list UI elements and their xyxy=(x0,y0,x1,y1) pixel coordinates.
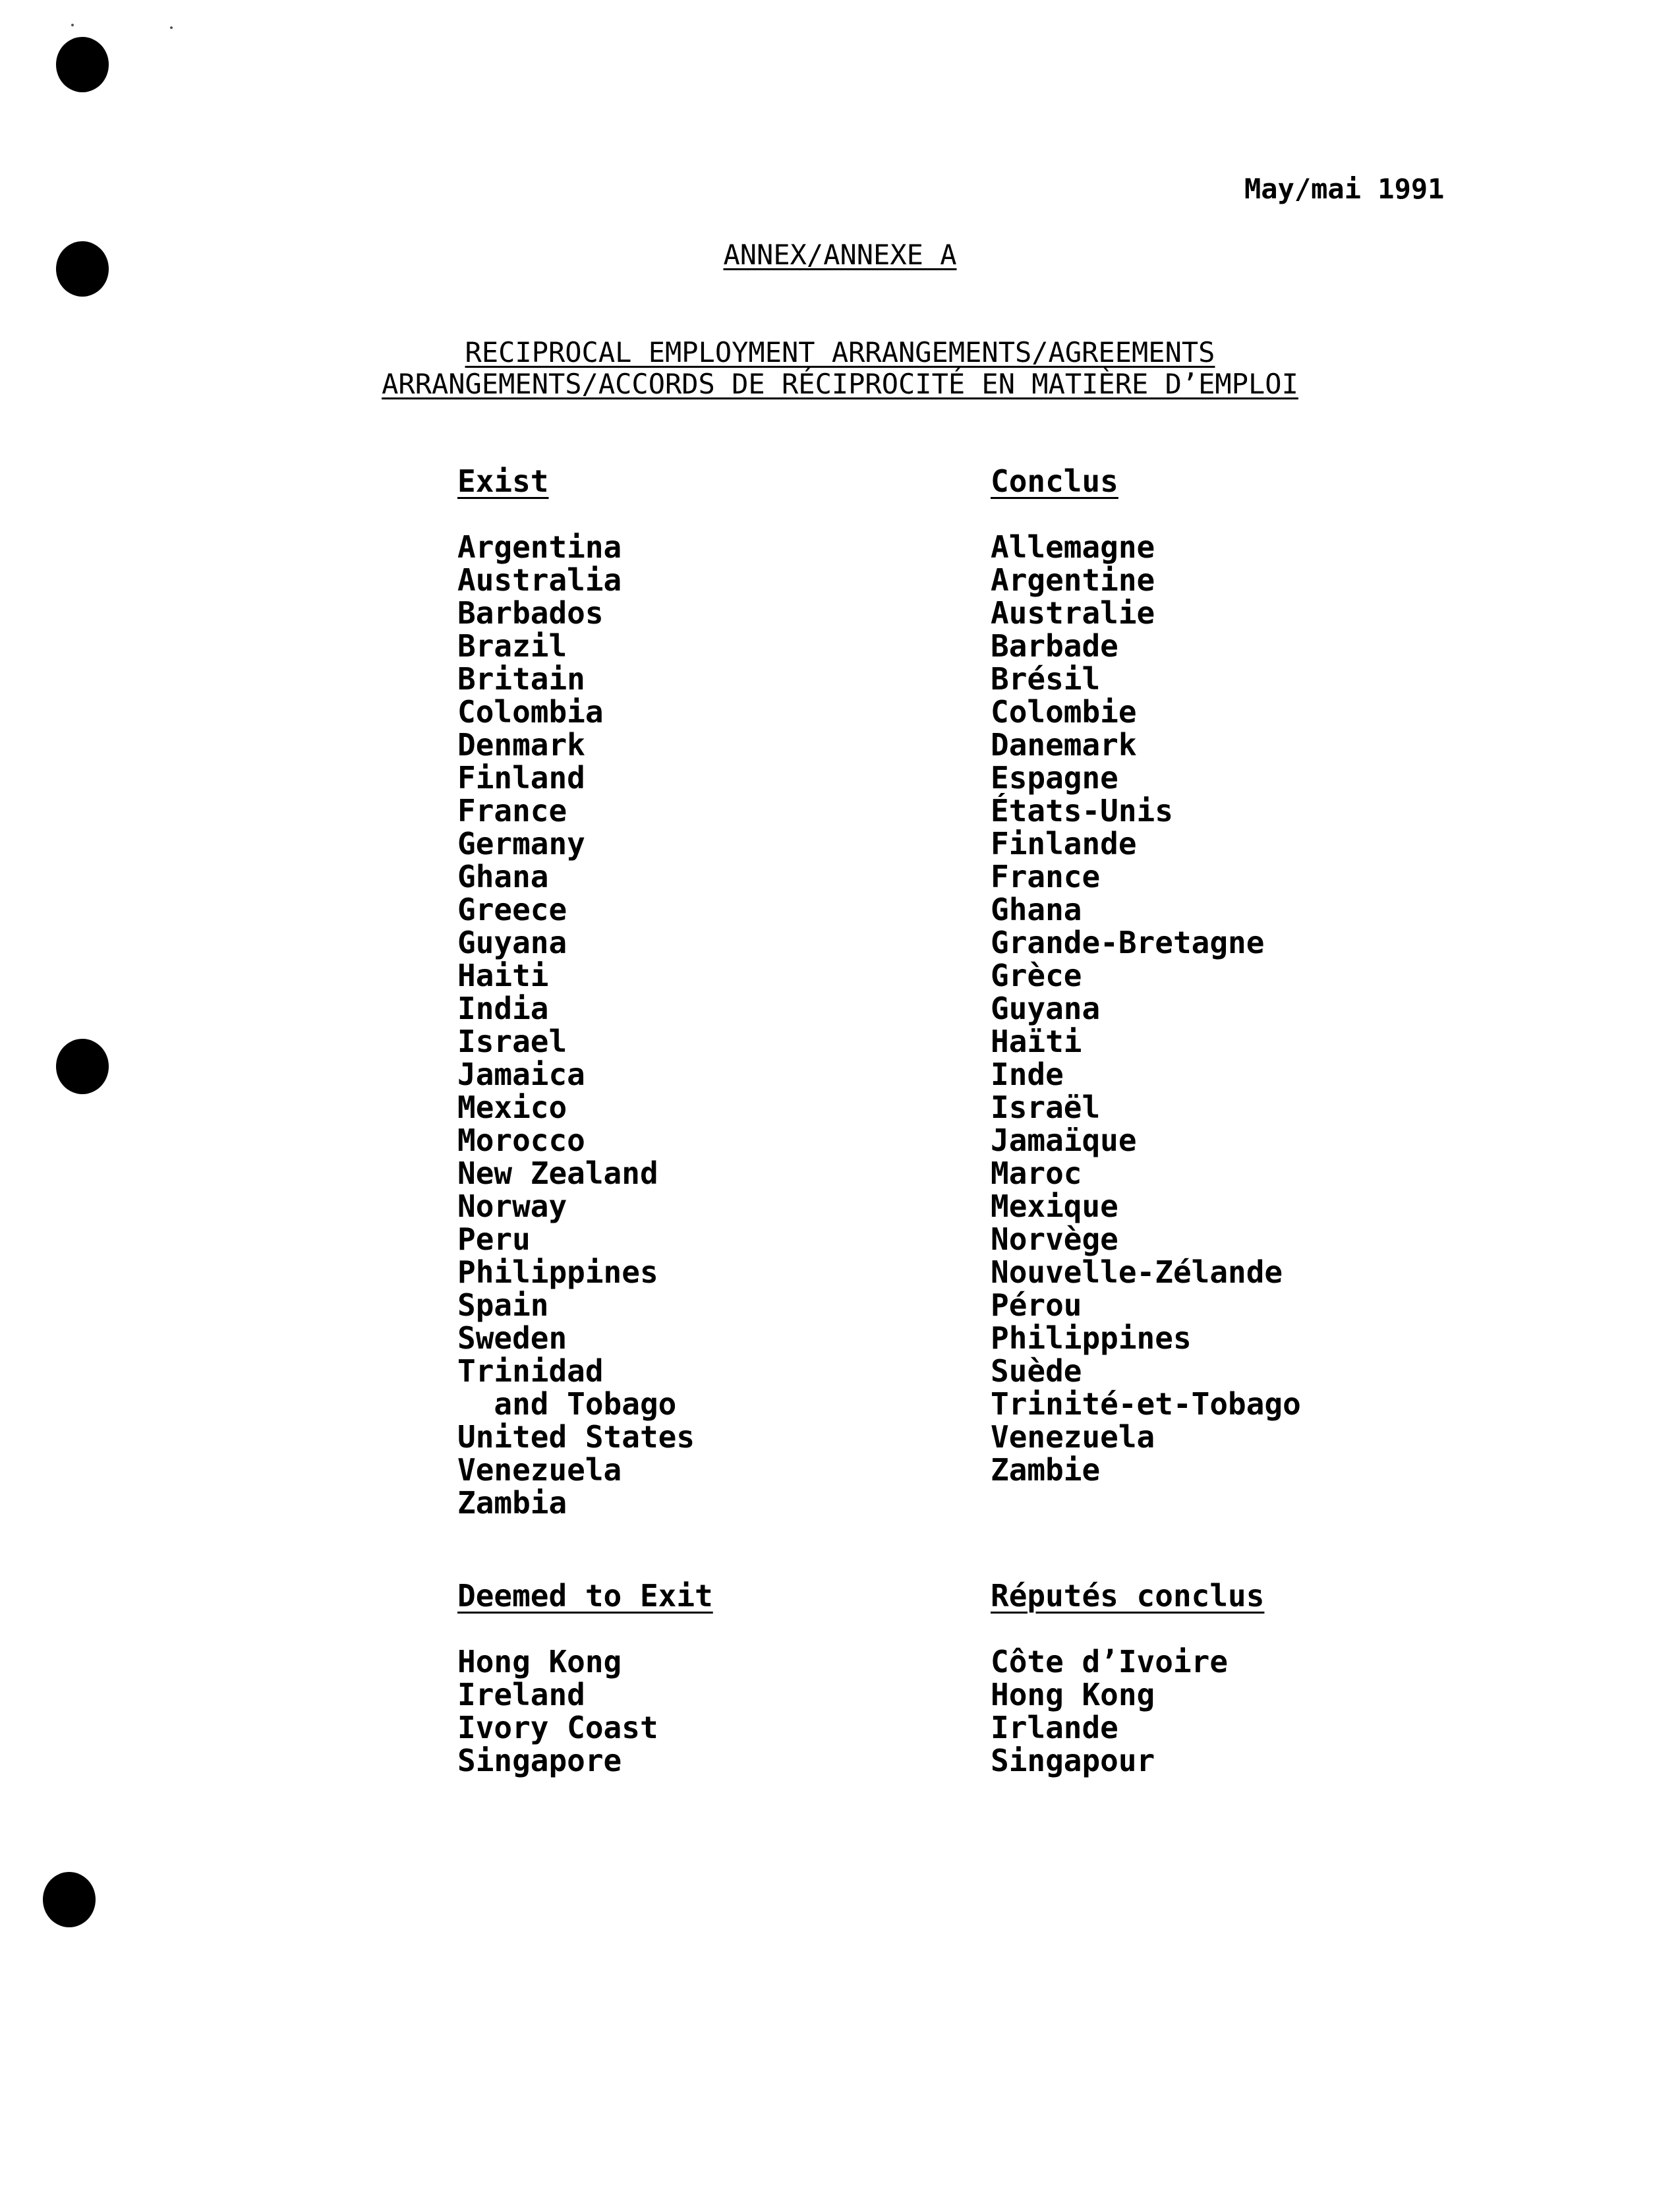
country-item: Danemark xyxy=(991,727,1137,763)
conclus-column xyxy=(991,465,1301,1486)
country-item: Grande-Bretagne xyxy=(991,925,1265,960)
country-item: Maroc xyxy=(991,1155,1082,1191)
country-item: Norway xyxy=(457,1188,567,1224)
reputes-list xyxy=(991,1645,1264,1777)
country-item: Haiti xyxy=(457,958,549,993)
country-item: Nouvelle-Zélande xyxy=(991,1254,1283,1290)
country-item: Ivory Coast xyxy=(457,1710,658,1745)
country-item: Pérou xyxy=(991,1287,1082,1323)
exist-title: Exist xyxy=(457,463,549,499)
conclus-title: Conclus xyxy=(991,463,1118,499)
country-item: New Zealand xyxy=(457,1155,658,1191)
binder-hole xyxy=(56,37,109,92)
country-item: Hong Kong xyxy=(991,1677,1155,1712)
country-item: Brésil xyxy=(991,661,1101,697)
deemed-column xyxy=(457,1579,713,1777)
deemed-title: Deemed to Exit xyxy=(457,1578,713,1614)
binder-hole xyxy=(43,1872,96,1927)
scan-speck xyxy=(170,26,173,29)
country-item: Jamaïque xyxy=(991,1123,1137,1158)
country-item: Germany xyxy=(457,826,585,861)
country-item: France xyxy=(991,859,1101,894)
country-item: Barbados xyxy=(457,595,604,631)
country-item: Denmark xyxy=(457,727,585,763)
country-item: Philippines xyxy=(991,1320,1192,1356)
country-item: Ireland xyxy=(457,1677,585,1712)
annex-title: ANNEX/ANNEXE A xyxy=(723,239,957,271)
country-item: Jamaica xyxy=(457,1057,585,1092)
country-item: Suède xyxy=(991,1353,1082,1389)
country-item: Inde xyxy=(991,1057,1064,1092)
country-item: Trinidad xyxy=(457,1353,604,1389)
scan-speck xyxy=(71,24,74,26)
country-item: Morocco xyxy=(457,1123,585,1158)
country-item: India xyxy=(457,991,549,1026)
country-item: Argentina xyxy=(457,529,622,565)
deemed-list xyxy=(457,1645,713,1777)
country-item: Zambie xyxy=(991,1452,1101,1488)
country-item: Colombie xyxy=(991,694,1137,730)
reputes-title: Réputés conclus xyxy=(991,1578,1265,1614)
country-item: Britain xyxy=(457,661,585,697)
country-item: Australia xyxy=(457,562,622,598)
country-item: Israel xyxy=(457,1024,567,1059)
country-item: United States xyxy=(457,1419,695,1455)
country-item: Ghana xyxy=(991,892,1082,927)
country-item: Brazil xyxy=(457,628,567,664)
country-item: Hong Kong xyxy=(457,1644,622,1679)
country-item: Grèce xyxy=(991,958,1082,993)
country-item: and Tobago xyxy=(457,1386,677,1422)
country-item: Finlande xyxy=(991,826,1137,861)
country-item: Mexique xyxy=(991,1188,1118,1224)
country-item: Spain xyxy=(457,1287,549,1323)
country-item: Barbade xyxy=(991,628,1118,664)
country-item: Norvège xyxy=(991,1221,1118,1257)
country-item: Greece xyxy=(457,892,567,927)
country-item: Israël xyxy=(991,1090,1101,1125)
country-item: Peru xyxy=(457,1221,531,1257)
country-item: Irlande xyxy=(991,1710,1118,1745)
country-item: Trinité-et-Tobago xyxy=(991,1386,1301,1422)
country-item: Australie xyxy=(991,595,1155,631)
country-item: Guyana xyxy=(991,991,1101,1026)
country-item: Sweden xyxy=(457,1320,567,1356)
binder-hole xyxy=(56,1039,109,1094)
country-item: États-Unis xyxy=(991,793,1173,829)
country-item: Venezuela xyxy=(991,1419,1155,1455)
country-item: Venezuela xyxy=(457,1452,622,1488)
document-date: May/mai 1991 xyxy=(1244,173,1445,205)
country-item: Côte d’Ivoire xyxy=(991,1644,1229,1679)
conclus-list xyxy=(991,531,1301,1486)
country-item: Haïti xyxy=(991,1024,1082,1059)
country-item: Colombia xyxy=(457,694,604,730)
country-item: Singapour xyxy=(991,1743,1155,1778)
country-item: Singapore xyxy=(457,1743,622,1778)
heading-french: ARRANGEMENTS/ACCORDS DE RÉCIPROCITÉ EN MATIÈRE D’EMPLOI xyxy=(382,368,1298,400)
heading-english: RECIPROCAL EMPLOYMENT ARRANGEMENTS/AGREEMENTS xyxy=(465,336,1215,368)
country-item: Philippines xyxy=(457,1254,658,1290)
country-item: Espagne xyxy=(991,760,1118,796)
country-item: Argentine xyxy=(991,562,1155,598)
reputes-column xyxy=(991,1579,1264,1777)
country-item: France xyxy=(457,793,567,829)
country-item: Allemagne xyxy=(991,529,1155,565)
country-item: Zambia xyxy=(457,1485,567,1521)
exist-column xyxy=(457,465,695,1519)
exist-list xyxy=(457,531,695,1519)
country-item: Mexico xyxy=(457,1090,567,1125)
country-item: Guyana xyxy=(457,925,567,960)
country-item: Finland xyxy=(457,760,585,796)
country-item: Ghana xyxy=(457,859,549,894)
